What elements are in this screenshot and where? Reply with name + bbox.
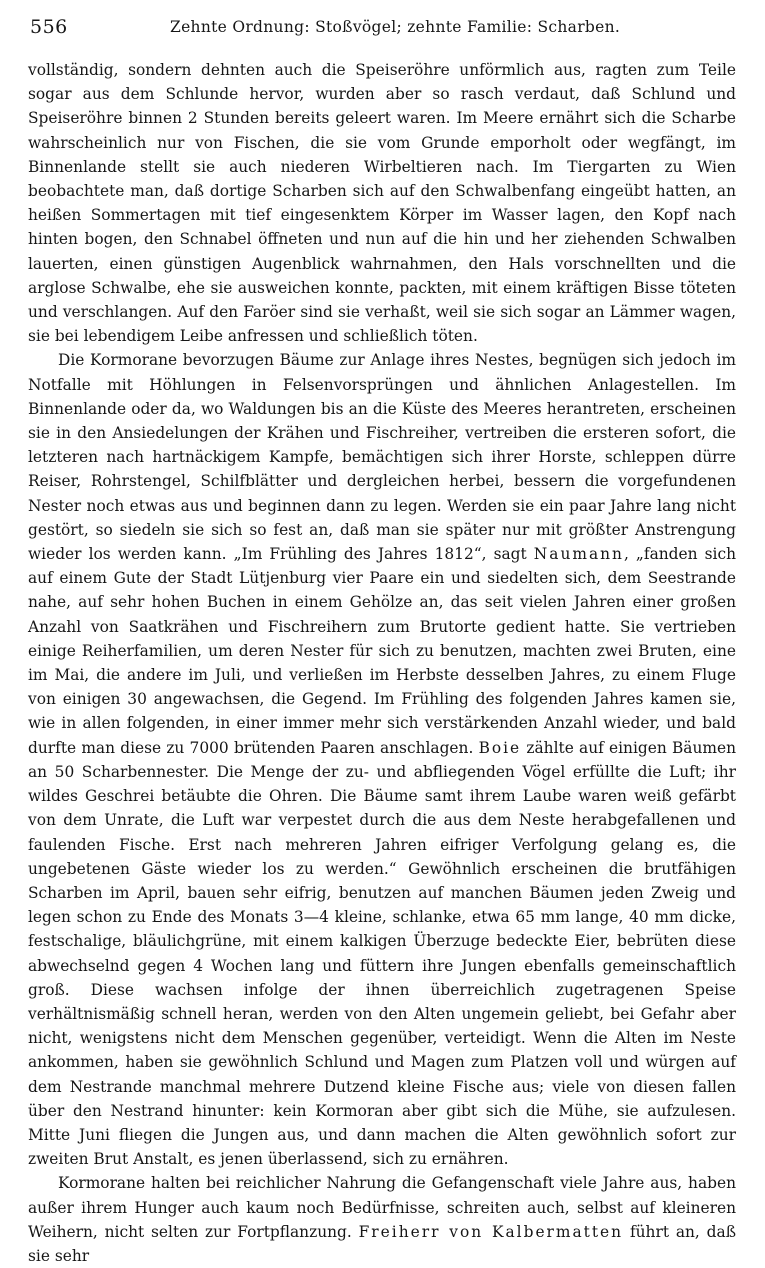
paragraph-3-text-b: führt an, daß sie sehr [28,1222,736,1265]
paragraph-1: vollständig, sondern dehnten auch die Speiseröhre unförmlich aus, ragten zum Teile sogar aus dem Schlunde hervor, wurden aber so rasch verdaut, daß Schlund und Speiseröhre binnen 2 Stunden bereits geleert waren. Im Meere ernährt sich die Scharbe wahrscheinlich nur von Fischen, die sie vom Grunde emporholt oder wegfängt, im Binnenlande stellt sie auch niederen Wirbeltieren nach. Im Tiergarten zu Wien beobachtete man, daß dortige Scharben sich auf den Schwalbenfang eingeübt hatten, an heißen Sommertagen mit tief eingesenktem Körper im Wasser lagen, den Kopf nach hinten bogen, den Schnabel öffneten und nun auf die hin und her ziehenden Schwalben lauerten, einen günstigen Augenblick wahrnahmen, den Hals vorschnellten und die arglose Schwalbe, ehe sie ausweichen konnte, packten, mit einem kräftigen Bisse töteten und verschlangen. Auf den Faröer sind sie verhaßt, weil sie sich sogar an Lämmer wagen, sie bei lebendigem Leibe anfressen und schließlich töten. [28,61,736,346]
body-text [28,58,736,1268]
paragraph-2-text-b: , „fanden sich auf einem Gute der Stadt Lütjenburg vier Paare ein und siedelten sich, dem Seestrande nahe, auf sehr hohen Buchen in einem Gehölze an, das seit vielen Jahren einer großen Anzahl von Saatkrähen und Fischreihern zum Brutorte gedient hatte. Sie vertrieben einige Reiherfamilien, um deren Nester für sich zu benutzen, machten zwei Bruten, eine im Mai, die andere im Juli, und verließen im Herbste desselben Jahres, zu einem Fluge von einigen 30 angewachsen, die Gegend. Im Frühling des folgenden Jahres kamen sie, wie in allen folgenden, in einer immer mehr sich verstärkenden Anzahl wieder, und bald durfte man diese zu 7000 brütenden Paaren anschlagen. [28,545,736,757]
paragraph-2-text-c: zählte auf einigen Bäumen an 50 Scharbennester. Die Menge der zu- und abfliegenden Vögel erfüllte die Luft; ihr wildes Geschrei betäubte die Ohren. Die Bäume samt ihrem Laube waren weiß gefärbt von dem Unrate, die Luft war verpestet durch die aus dem Neste herabgefallenen und faulenden Fische. Erst nach mehreren Jahren eifriger Verfolgung gelang es, die ungebetenen Gäste wieder los zu werden.“ Gewöhnlich erscheinen die brutfähigen Scharben im April, bauen sehr eifrig, benutzen auf manchen Bäumen jeden Zweig und legen schon zu Ende des Monats 3—4 kleine, schlanke, etwa 65 mm lange, 40 mm dicke, festschalige, bläulichgrüne, mit einem kalkigen Überzuge bedeckte Eier, bebrüten diese abwechselnd gegen 4 Wochen lang und füttern ihre Jungen ebenfalls gemeinschaftlich groß. Diese wachsen infolge der ihnen überreichlich zugetragenen Speise verhältnismäßig schnell heran, werden von den Alten ungemein geliebt, bei Gefahr aber nicht, wenigstens nicht dem Menschen gegenüber, verteidigt. Wenn die Alten im Neste ankommen, haben sie gewöhnlich Schlund und Magen zum Platzen voll und würgen auf dem Nestrande manchmal mehrere Dutzend kleine Fische aus; viele von diesen fallen über den Nestrand hinunter: kein Kormoran aber gibt sich die Mühe, sie aufzulesen. Mitte Juni fliegen die Jungen aus, und dann machen die Alten gewöhnlich sofort zur zweiten Brut Anstalt, es jenen überlassend, sich zu ernähren. [28,738,736,1169]
paragraph-2-text-a: Die Kormorane bevorzugen Bäume zur Anlage ihres Nestes, begnügen sich jedoch im Notfalle mit Höhlungen in Felsenvorsprüngen und ähnlichen Anlagestellen. Im Binnenlande oder da, wo Waldungen bis an die Küste des Meeres herantreten, erscheinen sie in den Ansiedelungen der Krähen und Fischreiher, vertreiben die ersteren sofort, die letzteren nach hartnäckigem Kampfe, bemächtigen sich ihrer Horste, schleppen dürre Reiser, Rohrstengel, Schilfblätter und dergleichen herbei, bessern die vorgefundenen Nester noch etwas aus und beginnen dann zu legen. Werden sie ein paar Jahre lang nicht gestört, so siedeln sie sich so fest an, daß man sie später nur mit größter Anstrengung wieder los werden kann. „Im Frühling des Jahres 1812“, sagt [28,351,736,564]
author-name-boie: Boie [478,738,522,757]
paragraph-3 [28,1171,736,1268]
running-title: Zehnte Ordnung: Stoßvögel; zehnte Familie: Scharben. [170,18,621,36]
author-name-kalbermatten: Freiherr von Kalbermatten [358,1222,624,1241]
author-name-naumann: Naumann [533,545,624,564]
page-header [30,16,735,46]
paragraph-2 [28,348,736,1171]
page-number: 556 [30,16,68,38]
paragraph-3-text-a: Kormorane halten bei reichlicher Nahrung die Gefangenschaft viele Jahre aus, haben außer ihrem Hunger auch kaum noch Bedürfnisse, schreiten auch, selbst auf kleineren Weihern, nicht selten zur Fortpflanzung. [28,1174,736,1241]
